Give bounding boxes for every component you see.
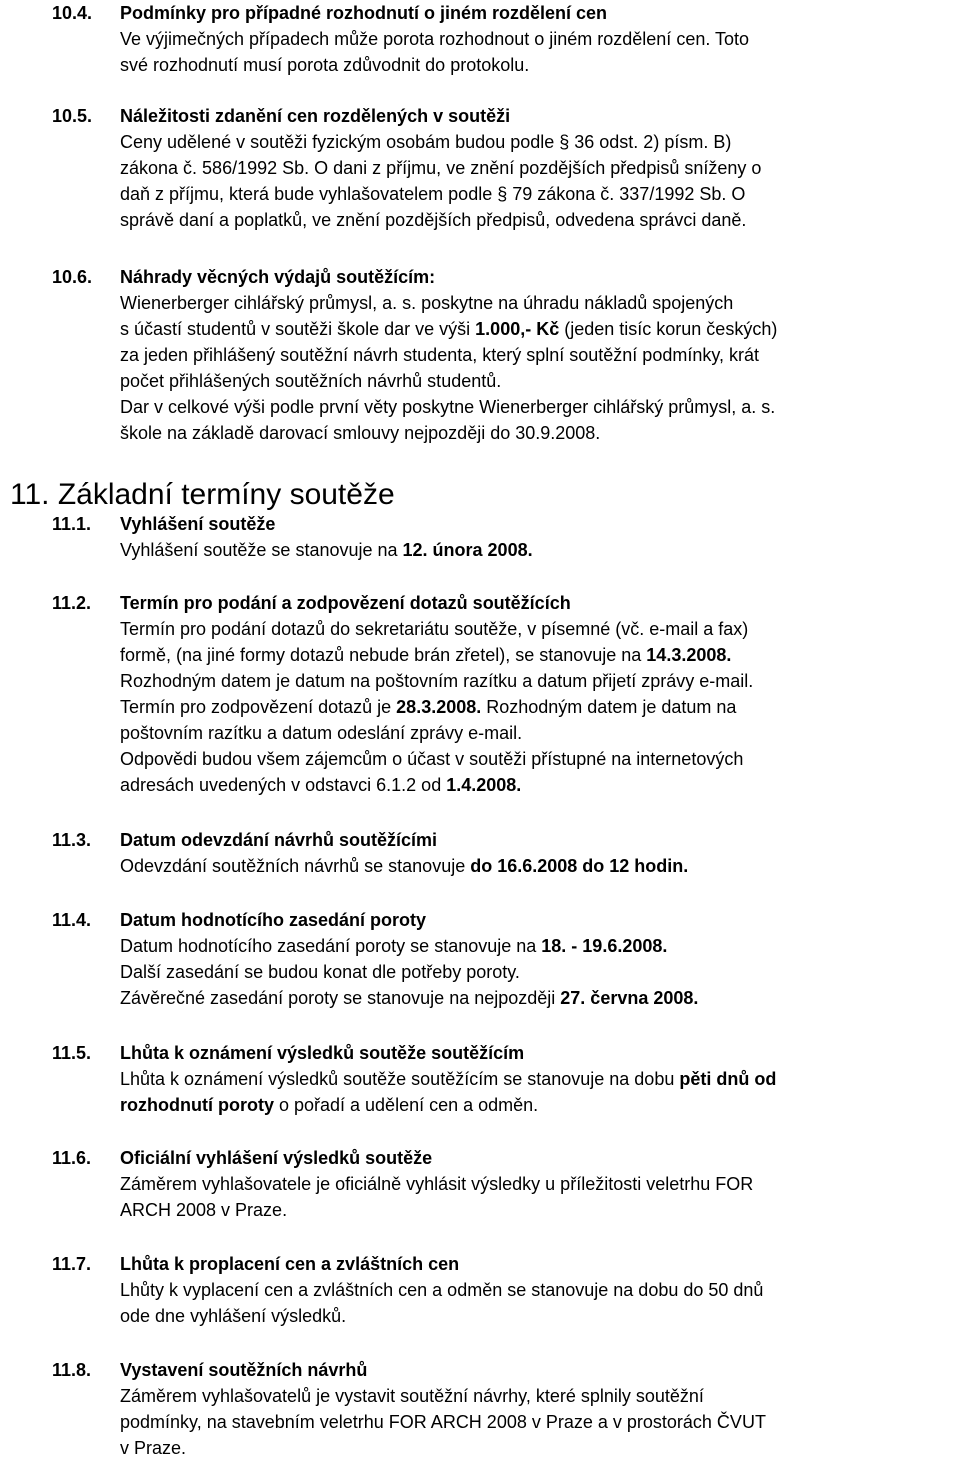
- text-span: Rozhodným datem je datum na: [481, 697, 737, 717]
- text-line: v Praze.: [120, 1438, 187, 1458]
- text-span: Datum hodnotícího zasedání poroty se stanovuje na: [120, 936, 542, 956]
- bold-date: 14.3.2008.: [646, 645, 732, 665]
- chapter-heading: 11. Základní termíny soutěže: [10, 478, 395, 511]
- text-line: ode dne vyhlášení výsledků.: [120, 1306, 347, 1326]
- section-number: 10.4.: [52, 3, 93, 23]
- section-title: Náležitosti zdanění cen rozdělených v soutěži: [120, 106, 511, 126]
- text-line: Záměrem vyhlašovatelů je vystavit soutěžní návrhy, které splnily soutěžní: [120, 1386, 704, 1406]
- text-span: Odevzdání soutěžních návrhů se stanovuje: [120, 856, 471, 876]
- bold-phrase: pěti dnů od: [679, 1069, 777, 1089]
- section-title: Podmínky pro případné rozhodnutí o jiném rozdělení cen: [120, 3, 608, 23]
- section-body: [120, 290, 960, 446]
- section-body: [120, 1171, 960, 1223]
- section-body: [120, 616, 960, 798]
- text-line: Ceny udělené v soutěži fyzickým osobám budou podle § 36 odst. 2) písm. B): [120, 132, 732, 152]
- section-number: 10.5.: [52, 106, 93, 126]
- text-line: poštovním razítku a datum odeslání zprávy e-mail.: [120, 723, 523, 743]
- text-line: Další zasedání se budou konat dle potřeby poroty.: [120, 962, 520, 982]
- text-line: podmínky, na stavebním veletrhu FOR ARCH 2008 v Praze a v prostorách ČVUT: [120, 1412, 766, 1432]
- text-line: [120, 642, 960, 668]
- section-title: Datum hodnotícího zasedání poroty: [120, 910, 427, 930]
- text-span: Lhůta k oznámení výsledků soutěže soutěžícím se stanovuje na dobu: [120, 1069, 680, 1089]
- text-span: formě, (na jiné formy dotazů nebude brán zřetel), se stanovuje na: [120, 645, 647, 665]
- text-line: Lhůty k vyplacení cen a zvláštních cen a odměn se stanovuje na dobu do 50 dnů: [120, 1280, 764, 1300]
- section-body: [120, 853, 960, 879]
- text-line: [120, 1092, 960, 1118]
- bold-phrase: rozhodnutí poroty: [120, 1095, 274, 1115]
- text-line: Wienerberger cihlářský průmysl, a. s. poskytne na úhradu nákladů spojených: [120, 293, 734, 313]
- text-line: škole na základě darovací smlouvy nejpozději do 30.9.2008.: [120, 423, 601, 443]
- text-line: [120, 772, 960, 798]
- section-body: [120, 537, 960, 563]
- text-span: Vyhlášení soutěže se stanovuje na: [120, 540, 403, 560]
- section-number: 10.6.: [52, 267, 93, 287]
- section-title: Vyhlášení soutěže: [120, 514, 276, 534]
- bold-date: 27. června 2008.: [560, 988, 699, 1008]
- section-title: Vystavení soutěžních návrhů: [120, 1360, 368, 1380]
- section-body: [120, 1383, 960, 1461]
- text-line: [120, 694, 960, 720]
- section-body: [120, 129, 960, 233]
- text-span: s účastí studentů v soutěži škole dar ve výši: [120, 319, 476, 339]
- section-title: Náhrady věcných výdajů soutěžícím:: [120, 267, 436, 287]
- section-number: 11.2.: [52, 593, 92, 613]
- text-span: (jeden tisíc korun českých): [559, 319, 778, 339]
- section-number: 11.7.: [52, 1254, 92, 1274]
- bold-date: 12. února 2008.: [402, 540, 533, 560]
- section-body: [120, 933, 960, 1011]
- text-line: Záměrem vyhlašovatele je oficiálně vyhlásit výsledky u příležitosti veletrhu FOR: [120, 1174, 754, 1194]
- text-line: za jeden přihlášený soutěžní návrh studenta, který splní soutěžní podmínky, krát: [120, 345, 760, 365]
- text-line: [120, 985, 960, 1011]
- section-title: Lhůta k proplacení cen a zvláštních cen: [120, 1254, 460, 1274]
- section-number: 11.4.: [52, 910, 92, 930]
- section-number: 11.8.: [52, 1360, 92, 1380]
- section-body: [120, 26, 960, 78]
- section-number: 11.3.: [52, 830, 92, 850]
- text-line: správě daní a poplatků, ve znění pozdějších předpisů, odvedena správci daně.: [120, 210, 747, 230]
- text-line: ARCH 2008 v Praze.: [120, 1200, 288, 1220]
- text-line: [120, 853, 960, 879]
- text-line: daň z příjmu, která bude vyhlašovatelem podle § 79 zákona č. 337/1992 Sb. O: [120, 184, 746, 204]
- text-line: Ve výjimečných případech může porota rozhodnout o jiném rozdělení cen. Toto: [120, 29, 750, 49]
- text-line: [120, 537, 960, 563]
- section-body: [120, 1277, 960, 1329]
- bold-date: do 16.6.2008 do 12 hodin.: [470, 856, 689, 876]
- bold-date: 18. - 19.6.2008.: [541, 936, 668, 956]
- text-line: zákona č. 586/1992 Sb. O dani z příjmu, ve znění pozdějších předpisů sníženy o: [120, 158, 762, 178]
- text-span: adresách uvedených v odstavci 6.1.2 od: [120, 775, 447, 795]
- bold-date: 28.3.2008.: [396, 697, 482, 717]
- bold-amount: 1.000,- Kč: [475, 319, 560, 339]
- text-span: Závěrečné zasedání poroty se stanovuje na nejpozději: [120, 988, 561, 1008]
- text-line: [120, 1066, 960, 1092]
- text-span: Termín pro zodpovězení dotazů je: [120, 697, 397, 717]
- text-span: o pořadí a udělení cen a odměn.: [273, 1095, 539, 1115]
- section-title: Oficiální vyhlášení výsledků soutěže: [120, 1148, 433, 1168]
- text-line: počet přihlášených soutěžních návrhů studentů.: [120, 371, 502, 391]
- section-number: 11.5.: [52, 1043, 92, 1063]
- text-line: Odpovědi budou všem zájemcům o účast v soutěži přístupné na internetových: [120, 749, 744, 769]
- text-line: Rozhodným datem je datum na poštovním razítku a datum přijetí zprávy e-mail.: [120, 671, 754, 691]
- section-title: Lhůta k oznámení výsledků soutěže soutěžícím: [120, 1043, 525, 1063]
- section-number: 11.1.: [52, 514, 92, 534]
- section-title: Termín pro podání a zodpovězení dotazů soutěžících: [120, 593, 571, 613]
- text-line: své rozhodnutí musí porota zdůvodnit do protokolu.: [120, 55, 530, 75]
- text-line: Termín pro podání dotazů do sekretariátu soutěže, v písemné (vč. e-mail a fax): [120, 619, 749, 639]
- bold-date: 1.4.2008.: [446, 775, 522, 795]
- text-line: [120, 933, 960, 959]
- section-title: Datum odevzdání návrhů soutěžícími: [120, 830, 438, 850]
- text-line: [120, 316, 960, 342]
- text-line: Dar v celkové výši podle první věty poskytne Wienerberger cihlářský průmysl, a. s.: [120, 397, 776, 417]
- section-body: [120, 1066, 960, 1118]
- section-number: 11.6.: [52, 1148, 92, 1168]
